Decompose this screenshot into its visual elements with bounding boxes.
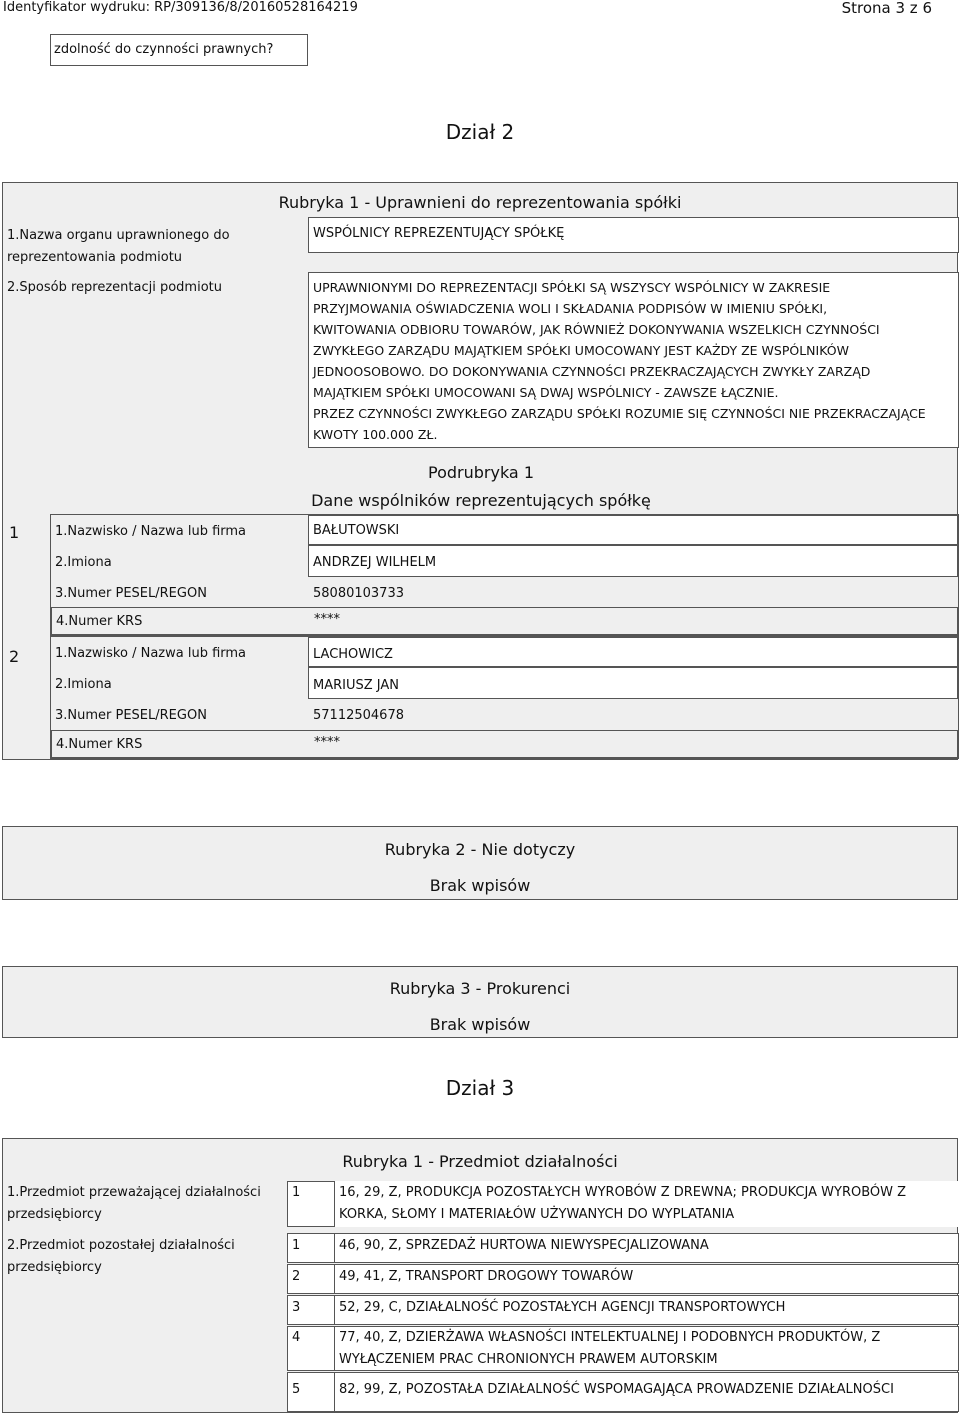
activity-number: 1: [292, 1238, 301, 1253]
partner-block: [50, 636, 959, 759]
rubryka2-body: Brak wpisów: [429, 876, 531, 895]
activity-text: 49, 41, Z, TRANSPORT DROGOWY TOWARÓW: [339, 1269, 634, 1284]
activity-divider: [334, 1372, 335, 1412]
organ-label: [7, 225, 297, 269]
nazwisko-label: 1.Nazwisko / Nazwa lub firma: [55, 524, 247, 539]
podrubryka-subtitle: Dane wspólników reprezentujących spółkę: [311, 491, 651, 510]
rubryka1-section: [2, 182, 958, 760]
activity-row: [287, 1233, 959, 1263]
partner-block: [50, 514, 959, 636]
activity-number: 1: [292, 1185, 301, 1200]
krs-value: ****: [314, 612, 340, 627]
other-activity-label: [7, 1235, 247, 1279]
sposob-line: ZWYKŁEGO ZARZĄDU MAJĄTKIEM SPÓŁKI UMOCOWANY JEST KAŻDY ZE WSPÓLNIKÓW: [313, 343, 849, 358]
dzial3-rubryka1-title: Rubryka 1 - Przedmiot działalności: [342, 1152, 618, 1171]
sposob-line: KWOTY 100.000 ZŁ.: [313, 427, 438, 442]
rubryka1-title: Rubryka 1 - Uprawnieni do reprezentowania spółki: [278, 193, 682, 212]
nazwisko-value: BAŁUTOWSKI: [313, 523, 400, 538]
activity-number: 2: [292, 1269, 301, 1284]
top-field-label: zdolność do czynności prawnych?: [54, 42, 274, 57]
main-activity-block: [287, 1181, 959, 1227]
sposob-line: JEDNOOSOBOWO. DO DOKONYWANIA CZYNNOŚCI PRZEKRACZAJĄCYCH ZWYKŁY ZARZĄD: [313, 364, 871, 379]
activity-text: 46, 90, Z, SPRZEDAŻ HURTOWA NIEWYSPECJALIZOWANA: [339, 1238, 709, 1253]
nazwisko-cell: [308, 515, 958, 545]
imiona-value: MARIUSZ JAN: [313, 678, 400, 693]
dzial3-title: Dział 3: [445, 1076, 515, 1100]
pesel-value: 57112504678: [313, 708, 404, 723]
activity-line: 77, 40, Z, DZIERŻAWA WŁASNOŚCI INTELEKTUALNEJ I PODOBNYCH PRODUKTÓW, Z: [339, 1330, 881, 1345]
sposob-line: MAJĄTKIEM SPÓŁKI UMOCOWANI SĄ DWAJ WSPÓLNICY - ZAWSZE ŁĄCZNIE.: [313, 385, 779, 400]
sposob-label: 2.Sposób reprezentacji podmiotu: [7, 280, 222, 295]
sposob-value: [313, 277, 926, 445]
pesel-label: 3.Numer PESEL/REGON: [55, 708, 207, 723]
activity-row: [287, 1326, 959, 1371]
nazwisko-value: LACHOWICZ: [313, 647, 393, 662]
nazwisko-label: 1.Nazwisko / Nazwa lub firma: [55, 646, 247, 661]
main-activity-label: [7, 1182, 277, 1226]
activity-text-cell: [334, 1181, 959, 1227]
organ-value-cell: [308, 217, 959, 253]
imiona-value: ANDRZEJ WILHELM: [313, 555, 437, 570]
partner-number: 2: [9, 647, 20, 666]
sposob-line: PRZEZ CZYNNOŚCI ZWYKŁEGO ZARZĄDU SPÓŁKI ROZUMIE SIĘ CZYNNOŚCI NIE PRZEKRACZAJĄCE: [313, 406, 926, 421]
sposob-line: UPRAWNIONYMI DO REPREZENTACJI SPÓŁKI SĄ WSZYSCY WSPÓLNICY W ZAKRESIE: [313, 280, 831, 295]
organ-label-text: 1.Nazwa organu uprawnionego do reprezentowania podmiotu: [7, 228, 230, 265]
rubryka3-title: Rubryka 3 - Prokurenci: [389, 979, 571, 998]
dzial2-title: Dział 2: [445, 120, 515, 144]
activity-number: 5: [292, 1382, 301, 1397]
imiona-label: 2.Imiona: [55, 677, 112, 692]
activity-row: [287, 1372, 959, 1412]
activity-line: KORKA, SŁOMY I MATERIAŁÓW UŻYWANYCH DO WYPLATANIA: [339, 1207, 735, 1222]
activity-number: 3: [292, 1300, 301, 1315]
page-number: Strona 3 z 6: [841, 0, 932, 17]
rubryka3-body: Brak wpisów: [429, 1015, 531, 1034]
activity-divider: [334, 1233, 335, 1263]
activity-text: 82, 99, Z, POZOSTAŁA DZIAŁALNOŚĆ WSPOMAGAJĄCA PROWADZENIE DZIAŁALNOŚCI: [339, 1382, 894, 1397]
other-activity-label-text: 2.Przedmiot pozostałej działalności przedsiębiorcy: [7, 1238, 235, 1275]
activity-line: WYŁĄCZENIEM PRAC CHRONIONYCH PRAWEM AUTORSKIM: [339, 1352, 718, 1367]
activity-divider: [334, 1295, 335, 1325]
sposob-value-cell: [308, 272, 959, 448]
rubryka3-section: [2, 966, 958, 1038]
print-identifier: Identyfikator wydruku: RP/309136/8/20160528164219: [3, 0, 358, 15]
dzial3-rubryka1-section: [2, 1138, 958, 1413]
activity-line: 16, 29, Z, PRODUKCJA POZOSTAŁYCH WYROBÓW Z DREWNA; PRODUKCJA WYROBÓW Z: [339, 1185, 907, 1200]
activity-number: 4: [292, 1330, 301, 1345]
krs-label: 4.Numer KRS: [56, 737, 143, 752]
rubryka2-title: Rubryka 2 - Nie dotyczy: [384, 840, 576, 859]
krs-label: 4.Numer KRS: [56, 614, 143, 629]
pesel-label: 3.Numer PESEL/REGON: [55, 586, 207, 601]
imiona-cell: [308, 545, 958, 577]
partner-number: 1: [9, 523, 20, 542]
krs-cell: [51, 607, 958, 635]
krs-cell: [51, 730, 958, 758]
rubryka2-section: [2, 826, 958, 900]
organ-value: WSPÓLNICY REPREZENTUJĄCY SPÓŁKĘ: [313, 226, 565, 241]
podrubryka-title: Podrubryka 1: [428, 463, 534, 482]
activity-divider: [334, 1264, 335, 1294]
main-activity-label-text: 1.Przedmiot przeważającej działalności przedsiębiorcy: [7, 1185, 261, 1222]
activity-text: 52, 29, C, DZIAŁALNOŚĆ POZOSTAŁYCH AGENCJI TRANSPORTOWYCH: [339, 1300, 786, 1315]
activity-text: [339, 1327, 880, 1371]
activity-text: [339, 1182, 906, 1226]
top-field-box: [50, 34, 308, 66]
pesel-value: 58080103733: [313, 586, 404, 601]
activity-divider: [334, 1326, 335, 1371]
imiona-cell: [308, 667, 958, 699]
activity-row: [287, 1264, 959, 1294]
imiona-label: 2.Imiona: [55, 555, 112, 570]
activity-row: [287, 1295, 959, 1325]
sposob-line: PRZYJMOWANIA OŚWIADCZENIA WOLI I SKŁADANIA PODPISÓW W IMIENIU SPÓŁKI,: [313, 301, 828, 316]
krs-value: ****: [314, 735, 340, 750]
sposob-line: KWITOWANIA ODBIORU TOWARÓW, JAK RÓWNIEŻ DOKONYWANIA WSZELKICH CZYNNOŚCI: [313, 322, 880, 337]
nazwisko-cell: [308, 637, 958, 667]
